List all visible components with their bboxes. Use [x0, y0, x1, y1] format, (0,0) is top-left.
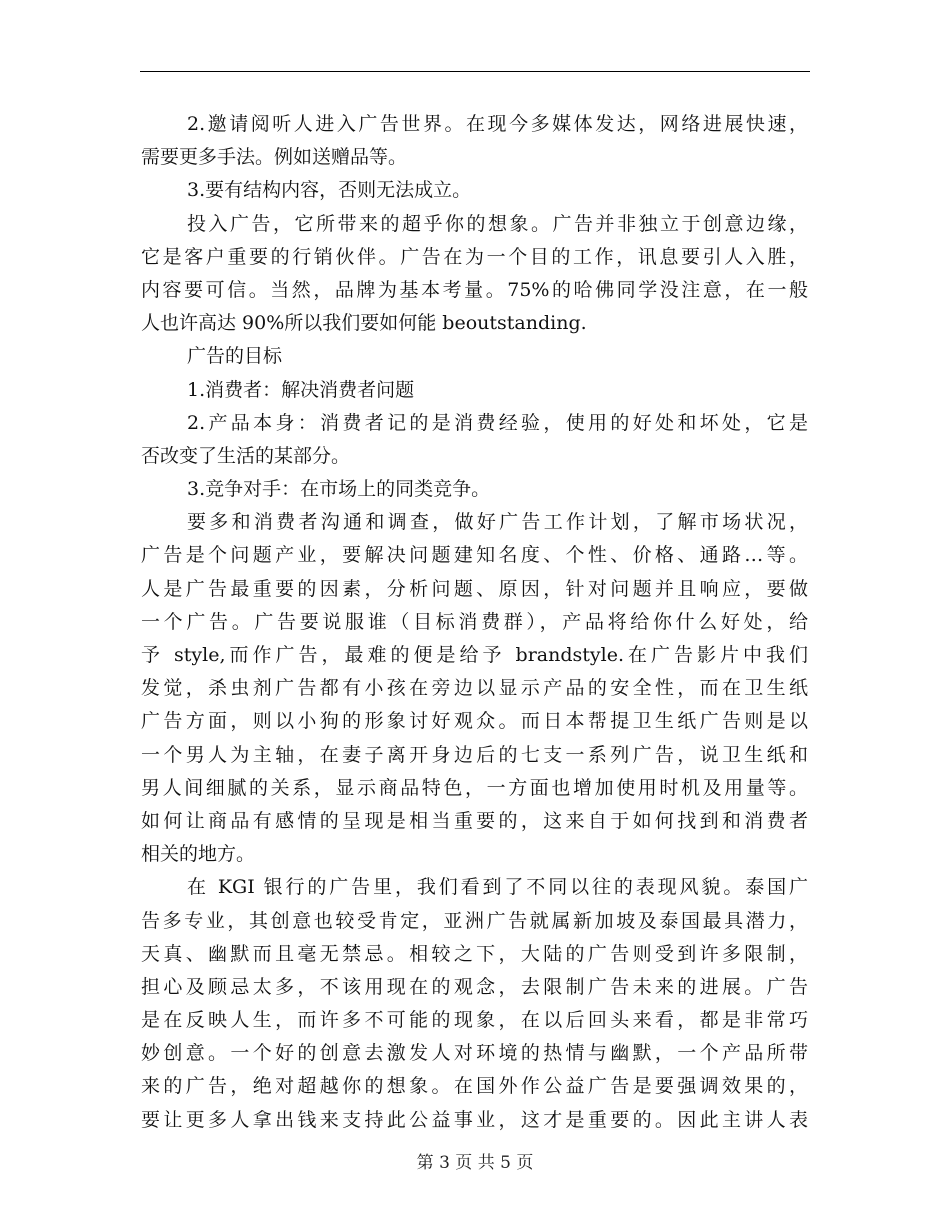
text-line: 否改变了生活的某部分。 — [141, 444, 351, 467]
text-line: 2.邀请阅听人进入广告世界。在现今多媒体发达，网络进展快速， — [187, 113, 808, 135]
text-line: 3.竞争对手：在市场上的同类竞争。 — [187, 478, 491, 501]
text-line: 一个广告。广告要说服谁（目标消费群），产品将给你什么好处，给 — [141, 610, 808, 633]
text-line: 广告是个问题产业，要解决问题建知名度、个性、价格、通路…等。 — [141, 544, 808, 567]
text-line: 男人间细腻的关系，显示商品特色，一方面也增加使用时机及用量等。 — [141, 776, 808, 799]
section-heading: 广告的目标 — [187, 345, 283, 368]
text-line: 妙创意。一个好的创意去激发人对环境的热情与幽默，一个产品所带 — [141, 1042, 808, 1065]
text-line: 是在反映人生，而许多不可能的现象，在以后回头来看，都是非常巧 — [141, 1009, 808, 1032]
text-line: 担心及顾忌太多，不该用现在的观念，去限制广告未来的进展。广告 — [141, 975, 808, 998]
text-line: 发觉，杀虫剂广告都有小孩在旁边以显示产品的安全性，而在卫生纸 — [141, 677, 808, 700]
text-line: 予 style,而作广告，最难的便是给予 brandstyle.在广告影片中我们 — [141, 644, 808, 666]
text-line: 来的广告，绝对超越你的想象。在国外作公益广告是要强调效果的， — [141, 1075, 808, 1098]
page-number-footer: 第 3 页 共 5 页 — [416, 1153, 534, 1173]
text-line: 相关的地方。 — [141, 843, 256, 866]
text-line: 需要更多手法。例如送赠品等。 — [141, 146, 408, 169]
text-line: 内容要可信。当然，品牌为基本考量。75%的哈佛同学没注意，在一般 — [141, 278, 808, 301]
text-line: 人也许高达 90%所以我们要如何能 beoutstanding. — [141, 312, 587, 335]
header-rule — [140, 71, 810, 72]
text-line: 告多专业，其创意也较受肯定，亚洲广告就属新加坡及泰国最具潜力， — [141, 909, 808, 932]
text-line: 天真、幽默而且毫无禁忌。相较之下，大陆的广告则受到许多限制， — [141, 942, 808, 965]
text-line: 2.产品本身：消费者记的是消费经验，使用的好处和坏处，它是 — [187, 411, 808, 434]
text-line: 广告方面，则以小狗的形象讨好观众。而日本帮提卫生纸广告则是以 — [141, 710, 808, 733]
text-line: 3.要有结构内容，否则无法成立。 — [187, 179, 472, 202]
text-line: 要让更多人拿出钱来支持此公益事业，这才是重要的。因此主讲人表 — [141, 1108, 808, 1131]
text-line: 在 KGI 银行的广告里，我们看到了不同以往的表现风貌。泰国广 — [187, 876, 808, 899]
text-line: 人是广告最重要的因素，分析问题、原因，针对问题并且响应，要做 — [141, 577, 808, 600]
text-line: 1.消费者：解决消费者问题 — [187, 378, 415, 401]
text-line: 要多和消费者沟通和调查，做好广告工作计划，了解市场状况， — [187, 511, 808, 534]
text-line: 投入广告，它所带来的超乎你的想象。广告并非独立于创意边缘， — [187, 212, 808, 235]
text-line: 它是客户重要的行销伙伴。广告在为一个目的工作，讯息要引人入胜， — [141, 245, 808, 268]
text-line: 一个男人为主轴，在妻子离开身边后的七支一系列广告，说卫生纸和 — [141, 743, 808, 766]
body-text — [141, 108, 808, 1137]
text-line: 如何让商品有感情的呈现是相当重要的，这来自于如何找到和消费者 — [141, 809, 808, 832]
